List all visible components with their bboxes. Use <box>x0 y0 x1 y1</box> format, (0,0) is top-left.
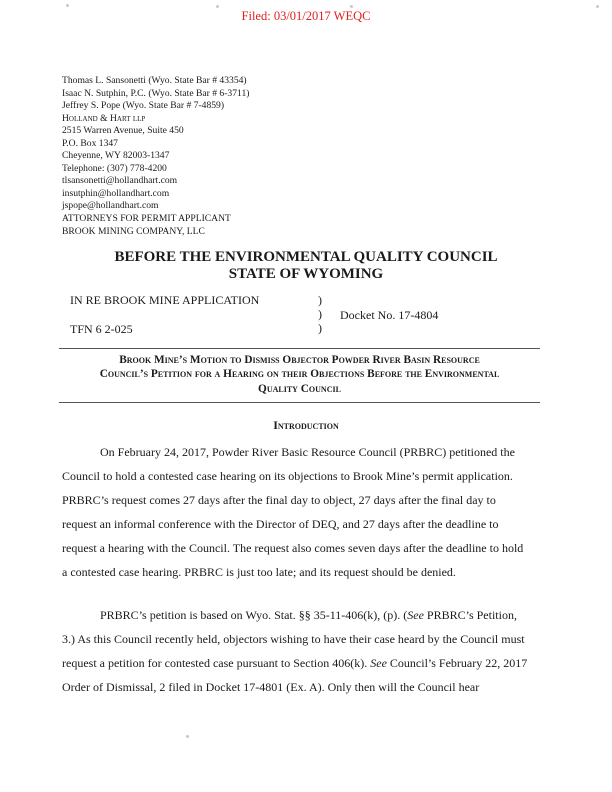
council-title <box>0 249 612 283</box>
paragraph-line: On February 24, 2017, Powder River Basic Resource Council (PRBRC) petitioned the <box>100 445 515 459</box>
client-name: BROOK MINING COMPANY, LLC <box>62 225 205 237</box>
paragraph-line <box>62 603 562 627</box>
attorneys-for-block <box>62 213 231 238</box>
email: tlsansonetti@hollandhart.com <box>62 175 178 186</box>
council-title-line: STATE OF WYOMING <box>228 266 384 282</box>
caption-paren: ) <box>318 321 322 335</box>
paragraph-line: 3.) As this Council recently held, objectors wishing to have their case heard by the Council must <box>62 632 525 646</box>
text-run: Council’s February 22, 2017 <box>386 656 528 670</box>
firm-name: Holland & Hart llp <box>62 112 146 124</box>
scan-speck <box>596 5 599 8</box>
motion-title-line: Brook Mine’s Motion to Dismiss Objector Powder River Basin Resource <box>119 354 480 366</box>
motion-title-line: Quality Council <box>258 382 341 395</box>
tfn-number: TFN 6 2-025 <box>70 322 133 336</box>
address-line: 2515 Warren Avenue, Suite 450 <box>62 125 184 136</box>
attorneys-for-line: ATTORNEYS FOR PERMIT APPLICANT <box>62 213 231 224</box>
email: jspope@hollandhart.com <box>62 200 159 211</box>
attorney-line: Thomas L. Sansonetti (Wyo. State Bar # 43354) <box>62 75 247 86</box>
address-line: P.O. Box 1347 <box>62 137 118 149</box>
attorney-line: Isaac N. Sutphin, P.C. (Wyo. State Bar # 6-3711) <box>62 87 250 99</box>
council-title-line: BEFORE THE ENVIRONMENTAL QUALITY COUNCIL <box>114 249 498 265</box>
introduction-heading: Introduction <box>273 418 339 432</box>
telephone: Telephone: (307) 778-4200 <box>62 162 167 174</box>
text-run: PRBRC’s Petition, <box>423 608 517 622</box>
citation-signal: See <box>370 656 387 670</box>
docket-number: Docket No. 17-4804 <box>340 308 439 322</box>
paragraph-line <box>62 651 562 675</box>
matter-name: IN RE BROOK MINE APPLICATION <box>70 293 260 307</box>
case-caption <box>70 293 259 337</box>
title-rule-bottom <box>59 402 540 403</box>
intro-paragraph-2 <box>62 603 562 699</box>
text-run: PRBRC’s petition is based on Wyo. Stat. §§ 35-11-406(k), (p). ( <box>100 608 408 622</box>
intro-paragraph-1 <box>62 440 562 584</box>
scan-speck <box>186 735 189 738</box>
motion-title <box>59 353 540 396</box>
paragraph-line: request an informal conference with the Director of DEQ, and 27 days after the deadline to <box>62 517 499 531</box>
address-line: Cheyenne, WY 82003-1347 <box>62 150 170 161</box>
paragraph-line: Order of Dismissal, 2 filed in Docket 17-4801 (Ex. A). Only then will the Council hear <box>62 680 480 694</box>
paragraph-line: request a hearing with the Council. The request also comes seven days after the deadline to hold <box>62 541 524 555</box>
filed-stamp: Filed: 03/01/2017 WEQC <box>241 9 371 23</box>
attorney-line: Jeffrey S. Pope (Wyo. State Bar # 7-4859) <box>62 100 225 111</box>
caption-parens <box>318 293 322 335</box>
paragraph-line: PRBRC’s request comes 27 days after the final day to object, 27 days after the final day to <box>62 493 496 507</box>
caption-paren: ) <box>318 307 322 321</box>
paragraph-line: Council to hold a contested case hearing on its objections to Brook Mine’s permit application. <box>62 469 513 483</box>
text-run: request a petition for contested case pursuant to Section 406(k). <box>62 656 371 670</box>
scan-speck <box>216 5 219 8</box>
email: insutphin@hollandhart.com <box>62 187 170 199</box>
paragraph-line: a contested case hearing. PRBRC is just too late; and its request should be denied. <box>62 565 456 579</box>
title-rule-top <box>59 348 540 349</box>
attorney-block <box>62 75 249 213</box>
motion-title-line: Council’s Petition for a Hearing on their Objections Before the Environmental <box>99 368 500 381</box>
scan-speck <box>350 5 353 8</box>
citation-signal: See <box>407 608 424 622</box>
scan-speck <box>66 4 69 7</box>
caption-paren: ) <box>318 293 322 307</box>
